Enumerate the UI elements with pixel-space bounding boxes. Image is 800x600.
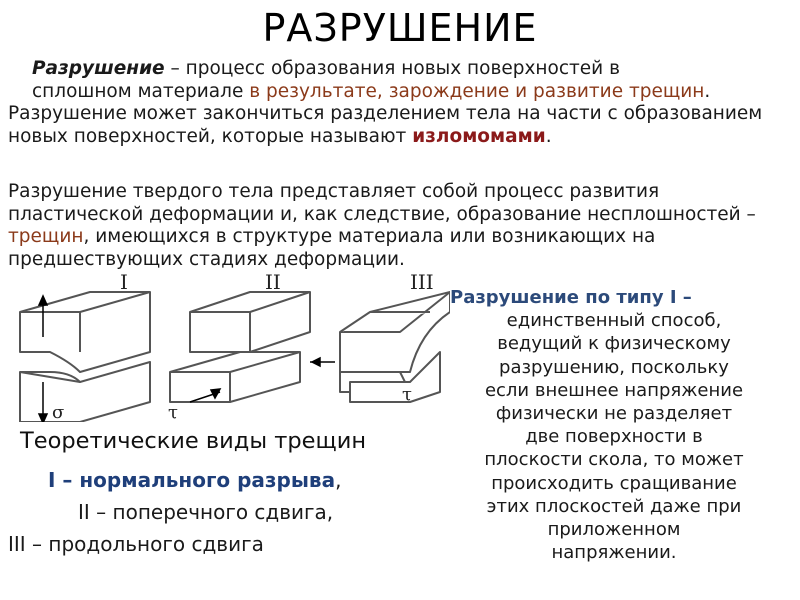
label-type-II: II (265, 272, 281, 294)
type-I-explanation (444, 286, 784, 564)
explanation-line: напряжении. (551, 542, 677, 564)
crack-type-I-figure (20, 292, 150, 422)
highlight-crack-origin: в результате, зарождение и развитие трещин (249, 80, 705, 102)
explanation-line: физически не разделяет (495, 403, 733, 425)
crack-type-III-figure (340, 292, 450, 402)
crack-types-caption: Теоретические виды трещин (20, 428, 367, 454)
explanation-line: ведущий к физическому (497, 333, 731, 355)
explanation-line: две поверхности в (525, 426, 703, 448)
label-tau-right: τ (402, 384, 412, 405)
explanation-line: единственный способ, (506, 310, 722, 332)
crack-type-II-label: II – поперечного сдвига, (78, 500, 334, 524)
definition-paragraph: Разрушение – процесс образования новых поверхностей в сплошном материале в результате, зарождение и развитие трещин. Разрушение может закончиться разделением тела на части с образованием новых поверхностей, которые называют изломомами. (8, 58, 778, 148)
label-sigma: σ (52, 402, 65, 422)
label-type-III: III (410, 272, 434, 294)
explanation-line: приложенном (547, 519, 681, 541)
definition-first-line: Разрушение – процесс образования новых поверхностей в (32, 58, 620, 79)
solid-fracture-paragraph: Разрушение твердого тела представляет собой процесс развития пластической деформации и, как следствие, образование несплошностей – трещин, имеющихся в структуре материала или возникающих на предшествующих стадиях деформации. (8, 181, 756, 270)
term-fracture: Разрушение (32, 58, 165, 79)
explanation-line: разрушению, поскольку (499, 356, 729, 378)
explanation-line: этих плоскостей даже при (486, 495, 742, 517)
type-I-heading: Разрушение по типу I – (450, 287, 692, 308)
slide-title: РАЗРУШЕНИЕ (262, 6, 538, 50)
term-fractures: изломомами (412, 125, 546, 147)
crack-type-III-label: III – продольного сдвига (8, 532, 264, 556)
explanation-line: происходить сращивание (491, 472, 737, 494)
crack-type-II-figure (170, 292, 310, 402)
crack-type-I-label: I – нормального разрыва, (48, 468, 342, 492)
highlight-cracks: трещин (8, 226, 84, 247)
label-tau-left: τ (168, 402, 178, 422)
explanation-line: плоскости скола, то может (484, 449, 744, 471)
label-type-I: I (120, 272, 128, 294)
explanation-line: если внешнее напряжение (484, 379, 744, 401)
crack-types-diagram (10, 272, 450, 422)
